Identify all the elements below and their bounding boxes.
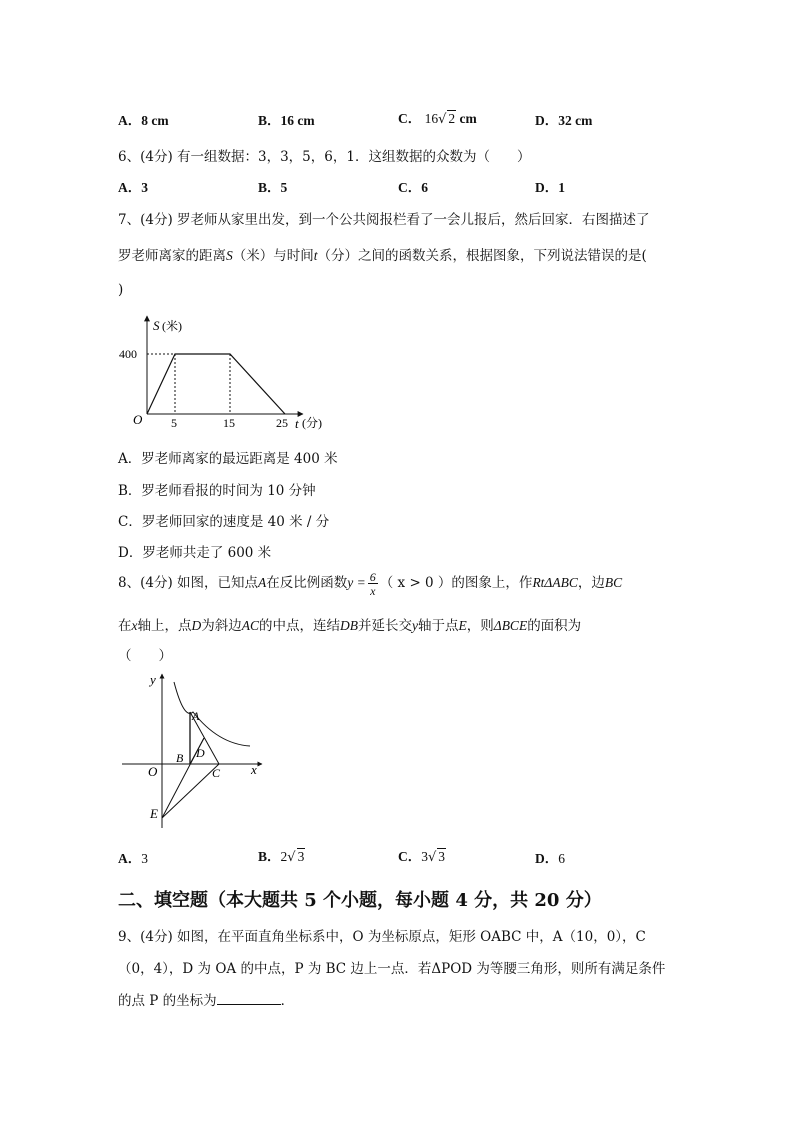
q8-figure — [118, 668, 268, 833]
x-tick-15: 15 — [223, 416, 235, 430]
x-label-var: t — [295, 416, 299, 431]
q8-label-x: x — [251, 762, 257, 777]
q5-option-d: D．32 cm — [535, 113, 593, 128]
q8-label-o: O — [148, 764, 158, 779]
distance-line — [147, 354, 285, 414]
q7-line1: 7、(4分) 罗老师从家里出发，到一个公共阅报栏看了一会儿报后，然后回家．右图描述了 — [118, 212, 650, 228]
q5-option-c: C． 16√ 2 cm — [398, 111, 477, 127]
q8-label-a: A — [192, 709, 200, 723]
q8-line2: 在x轴上，点D为斜边AC的中点，连结DB并延长交y轴于点E，则ΔBCE的面积为 — [118, 618, 582, 634]
q7-line2: 罗老师离家的距离S（米）与时间t（分）之间的函数关系，根据图象，下列说法错误的是( — [118, 248, 647, 264]
q8-label-y: y — [150, 672, 156, 687]
q5-option-a: A．8 cm — [118, 113, 169, 128]
q8-label-d: D — [196, 746, 205, 760]
q8-label-e: E — [150, 806, 158, 821]
q9-line1: 9、(4分) 如图，在平面直角坐标系中，O 为坐标原点，矩形 OABC 中，A（10，0），C — [118, 929, 646, 945]
hyperbola — [174, 682, 250, 746]
q8-fraction: $\frac{6}{x}$ — [369, 569, 376, 598]
q6-option-a: A．3 — [118, 180, 148, 195]
x-label-unit: (分) — [302, 416, 322, 430]
segment-ce — [162, 764, 219, 818]
q8-line3: （ ） — [118, 648, 172, 664]
q7-line3: ) — [118, 282, 124, 298]
q6-option-b: B．5 — [258, 180, 288, 195]
y-label-var: S — [153, 318, 160, 333]
q7-distance-time-graph — [115, 310, 345, 438]
q8-option-a: A．3 — [118, 851, 148, 866]
answer-blank[interactable] — [217, 992, 281, 1005]
q7-option-a: A．罗老师离家的最远距离是 400 米 — [118, 451, 338, 467]
q6-text: 6、(4分) 有一组数据：3，3，5，6，1．这组数据的众数为（ ） — [118, 149, 531, 165]
y-label-unit: (米) — [162, 319, 182, 333]
q9-line2: （0，4），D 为 OA 的中点，P 为 BC 边上一点．若ΔPOD 为等腰三角形，则所有满足条件 — [118, 961, 666, 977]
x-tick-25: 25 — [276, 416, 288, 430]
q8-label-c: C — [212, 766, 221, 780]
q6-option-c: C．6 — [398, 180, 428, 195]
q8-option-b: B．2√ 3 — [258, 849, 305, 865]
section2-heading: 二、填空题（本大题共 5 个小题，每小题 4 分，共 20 分） — [118, 890, 602, 911]
q7-option-c: C．罗老师回家的速度是 40 米 / 分 — [118, 514, 330, 530]
q8-label-b: B — [176, 751, 184, 765]
q8-line1: 8、(4分) 如图，已知点A在反比例函数y = $\frac{6}{x}$ （ x > 0 ）的图象上，作RtΔABC，边BC — [118, 569, 623, 598]
q9-line3: 的点 P 的坐标为 ． — [118, 993, 295, 1009]
q6-option-d: D．1 — [535, 180, 565, 195]
y-tick-400: 400 — [119, 347, 137, 361]
origin-label: O — [133, 412, 143, 427]
x-tick-5: 5 — [171, 416, 177, 430]
q5-option-b: B．16 cm — [258, 113, 315, 128]
q8-option-d: D．6 — [535, 851, 565, 866]
q7-option-d: D．罗老师共走了 600 米 — [118, 545, 272, 561]
q7-option-b: B．罗老师看报的时间为 10 分钟 — [118, 483, 316, 499]
q8-option-c: C．3√ 3 — [398, 849, 446, 865]
